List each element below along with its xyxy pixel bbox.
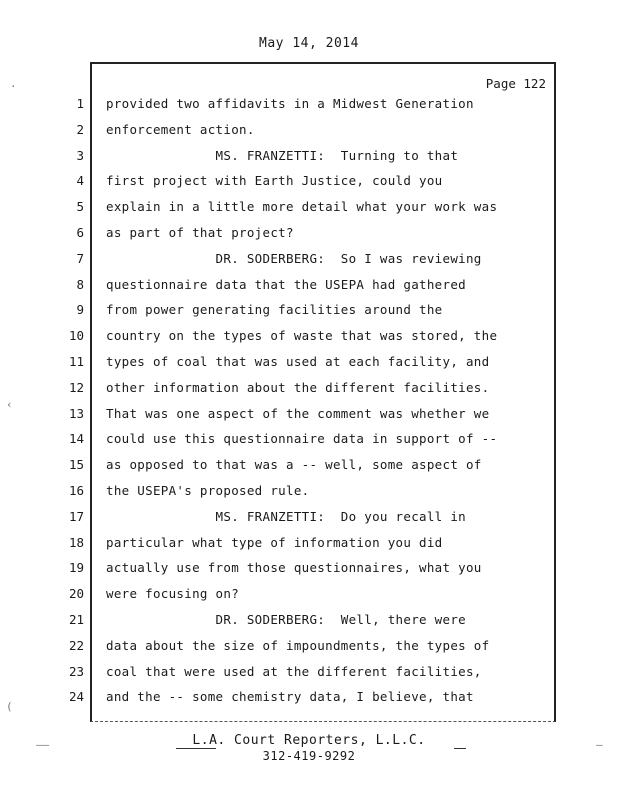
line-number: 2 [76, 122, 84, 137]
line-number: 14 [68, 431, 84, 446]
transcript-line: data about the size of impoundments, the types of [106, 638, 490, 653]
line-number: 6 [76, 225, 84, 240]
transcript-line: types of coal that was used at each facility, and [106, 354, 490, 369]
line-number: 22 [68, 638, 84, 653]
transcript-line: could use this questionnaire data in support of -- [106, 431, 498, 446]
line-number: 9 [76, 302, 84, 317]
court-reporter-phone: 312-419-9292 [262, 749, 356, 763]
transcript-line: were focusing on? [106, 586, 240, 601]
transcript-line: first project with Earth Justice, could you [106, 173, 443, 188]
margin-speck: · [10, 80, 17, 93]
transcript-line: actually use from those questionnaires, what you [106, 560, 482, 575]
transcript-line: other information about the different facilities. [106, 380, 490, 395]
transcript-line: MS. FRANZETTI: Do you recall in [106, 509, 466, 524]
line-number: 21 [68, 612, 84, 627]
transcript-line: particular what type of information you did [106, 535, 443, 550]
transcript-date: May 14, 2014 [259, 36, 359, 51]
transcript-line: country on the types of waste that was stored, the [106, 328, 498, 343]
line-number: 20 [68, 586, 84, 601]
transcript-line: That was one aspect of the comment was whether we [106, 406, 490, 421]
line-number: 7 [76, 251, 84, 266]
line-number: 8 [76, 277, 84, 292]
transcript-line: provided two affidavits in a Midwest Generation [106, 96, 474, 111]
margin-speck: —— [36, 738, 50, 751]
line-number: 16 [68, 483, 84, 498]
transcript-line: the USEPA's proposed rule. [106, 483, 310, 498]
transcript-line: DR. SODERBERG: So I was reviewing [106, 251, 482, 266]
page-number: Page 122 [485, 76, 546, 91]
line-number: 18 [68, 535, 84, 550]
line-number: 15 [68, 457, 84, 472]
line-number: 23 [68, 664, 84, 679]
court-reporter-firm: L.A. Court Reporters, L.L.C. [192, 733, 426, 748]
margin-speck: ( [6, 700, 13, 713]
transcript-line: MS. FRANZETTI: Turning to that [106, 148, 459, 163]
transcript-line: DR. SODERBERG: Well, there were [106, 612, 466, 627]
transcript-line: as part of that project? [106, 225, 294, 240]
line-number: 11 [68, 354, 84, 369]
line-number: 5 [76, 199, 84, 214]
line-number: 17 [68, 509, 84, 524]
transcript-line: questionnaire data that the USEPA had gathered [106, 277, 466, 292]
margin-speck: — [596, 738, 603, 751]
line-number: 4 [76, 173, 84, 188]
transcript-line: enforcement action. [106, 122, 255, 137]
transcript-line: explain in a little more detail what your work was [106, 199, 498, 214]
line-number: 13 [68, 406, 84, 421]
transcript-line: and the -- some chemistry data, I believe, that [106, 689, 474, 704]
transcript-line: as opposed to that was a -- well, some aspect of [106, 457, 482, 472]
line-number: 10 [68, 328, 84, 343]
line-number: 19 [68, 560, 84, 575]
line-number: 1 [76, 96, 84, 111]
line-number: 12 [68, 380, 84, 395]
transcript-line: coal that were used at the different facilities, [106, 664, 482, 679]
line-number: 24 [68, 689, 84, 704]
transcript-line: from power generating facilities around the [106, 302, 443, 317]
line-number: 3 [76, 148, 84, 163]
margin-speck: ‹ [6, 398, 13, 411]
